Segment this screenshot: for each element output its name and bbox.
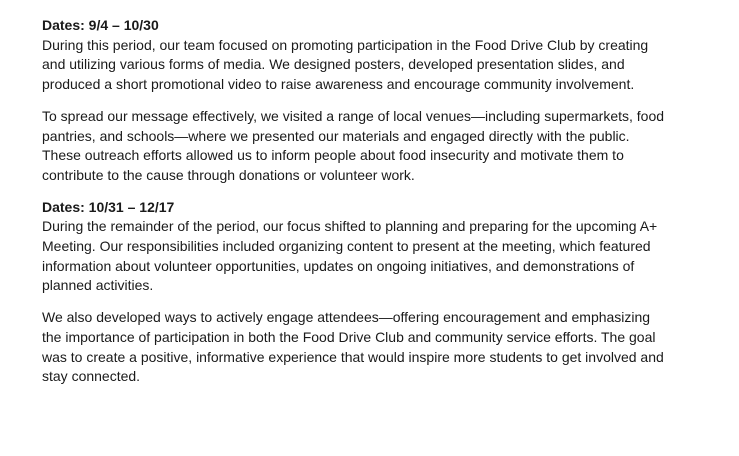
paragraph: During the remainder of the period, our focus shifted to planning and preparing for the upcoming A+ Meeting. Our responsibilities included organizing content to present at the meeting, which featured information about volunteer opportunities, updates on ongoing initiatives, and demonstrations of planned activities.: [42, 218, 658, 294]
document-body: [42, 16, 670, 387]
section-heading-dates: Dates: 10/31 – 12/17: [42, 198, 175, 215]
paragraph: During this period, our team focused on promoting participation in the Food Drive Club by creating and utilizing various forms of media. We designed posters, developed presentation slides, and produced a short promotional video to raise awareness and encourage community involvement.: [42, 36, 649, 93]
paragraph: To spread our message effectively, we visited a range of local venues—including supermarkets, food pantries, and schools—where we presented our materials and engaged directly with the public. These outreach efforts allowed us to inform people about food insecurity and motivate them to contribute to the cause through donations or volunteer work.: [42, 107, 665, 183]
paragraph: We also developed ways to actively engage attendees—offering encouragement and emphasizing the importance of participation in both the Food Drive Club and community service efforts. The goal was to create a positive, informative experience that would inspire more students to get involved and stay connected.: [42, 309, 664, 385]
report-section-second-period: [42, 198, 670, 387]
section-heading-dates: Dates: 9/4 – 10/30: [42, 17, 159, 33]
report-section-first-period: [42, 16, 670, 186]
